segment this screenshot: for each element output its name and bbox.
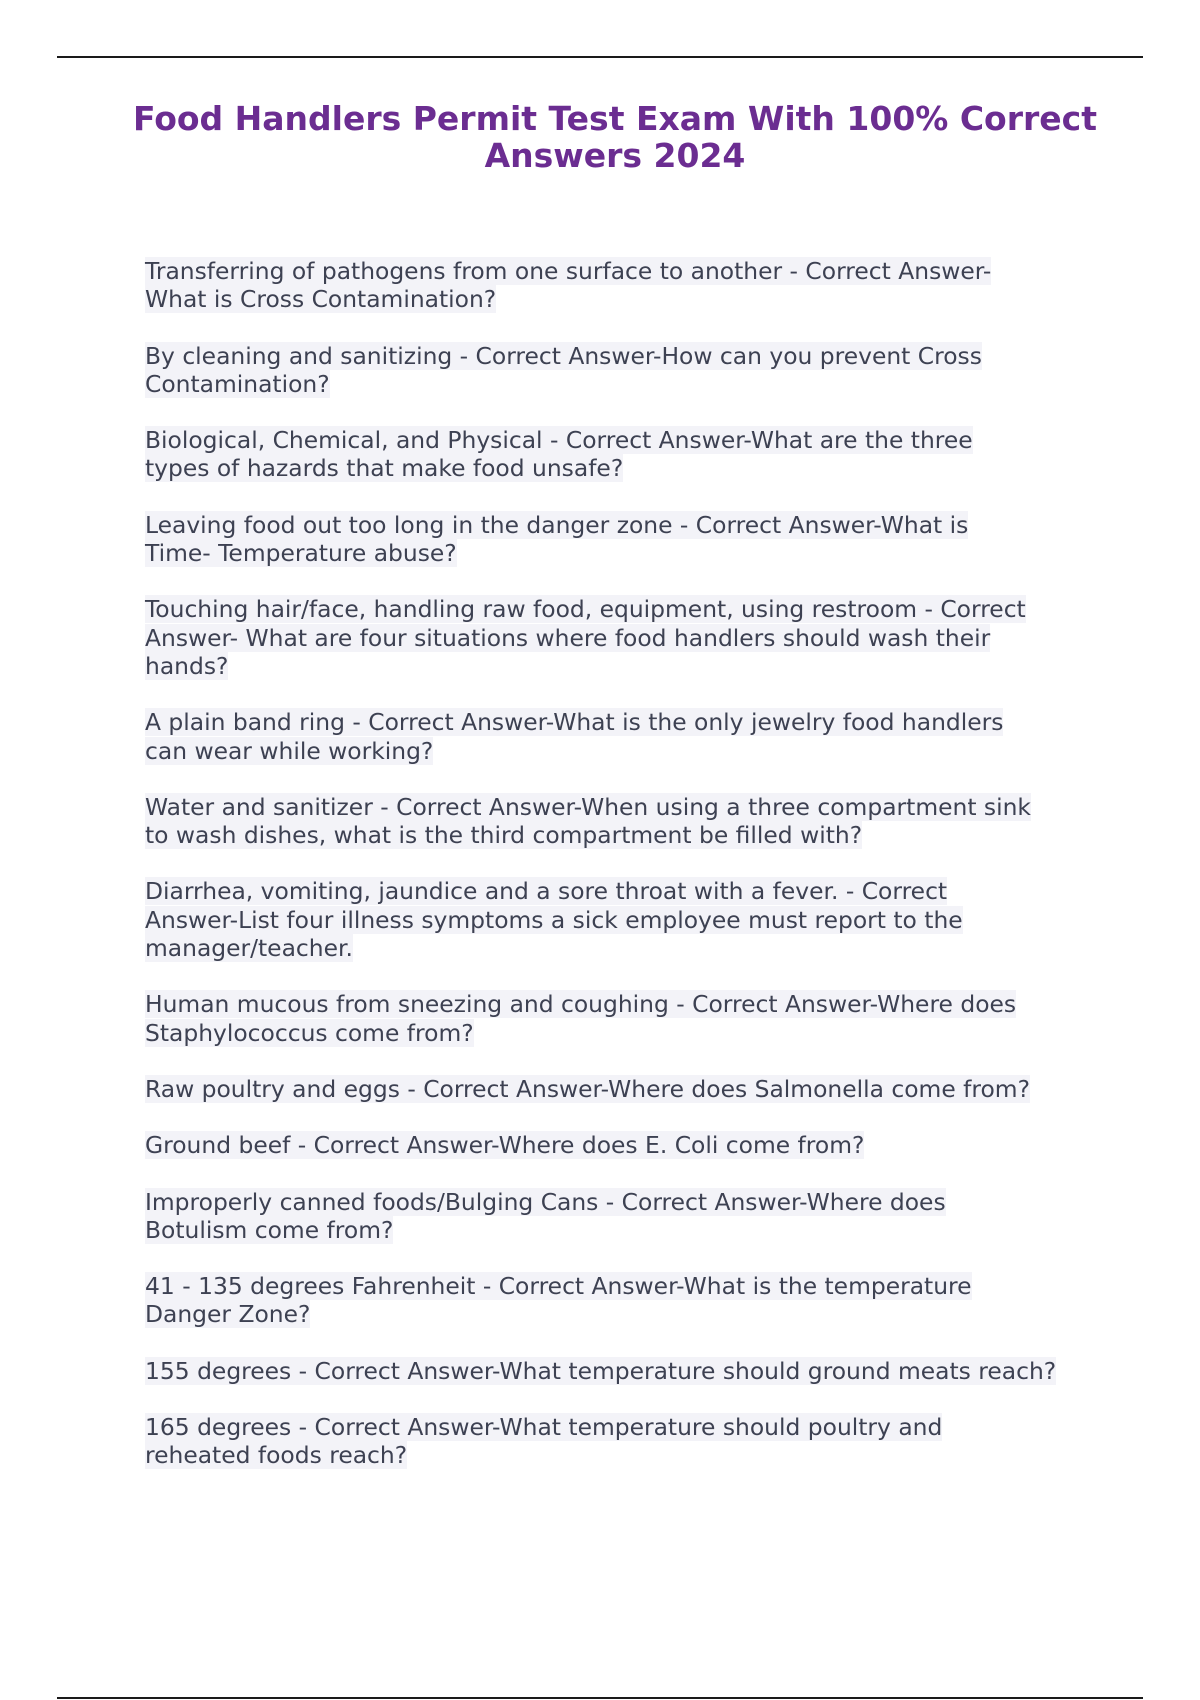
qa-text: Time- Temperature abuse? <box>145 539 457 568</box>
qa-text: Water and sanitizer - Correct Answer-When using a three compartment sink <box>145 792 1031 821</box>
qa-line <box>145 285 1105 313</box>
qa-text: Leaving food out too long in the danger zone - Correct Answer-What is <box>145 510 969 539</box>
qa-item-cross-contamination <box>145 257 1105 314</box>
qa-text: Staphylococcus come from? <box>145 1018 474 1047</box>
qa-text: Transferring of pathogens from one surface to another - Correct Answer- <box>145 257 992 285</box>
qa-line <box>145 426 1105 454</box>
qa-text: Diarrhea, vomiting, jaundice and a sore throat with a fever. - Correct <box>145 877 948 906</box>
qa-text: 41 - 135 degrees Fahrenheit - Correct Answer-What is the temperature <box>145 1272 972 1301</box>
qa-line <box>145 877 1105 905</box>
qa-item-hazard-types <box>145 426 1105 483</box>
qa-item-three-compartment-sink <box>145 793 1105 850</box>
qa-text: Contamination? <box>145 369 330 398</box>
qa-line <box>145 1131 1105 1159</box>
qa-text: hands? <box>145 651 229 680</box>
qa-item-salmonella <box>145 1075 1105 1103</box>
qa-text: 155 degrees - Correct Answer-What temperature should ground meats reach? <box>145 1356 1057 1385</box>
qa-item-ground-meat-temperature <box>145 1357 1105 1385</box>
qa-item-time-temperature-abuse <box>145 511 1105 568</box>
qa-text: What is Cross Contamination? <box>145 285 497 314</box>
qa-text: Answer- What are four situations where food handlers should wash their <box>145 623 991 652</box>
qa-line <box>145 1413 1105 1441</box>
qa-text: types of hazards that make food unsafe? <box>145 454 624 483</box>
qa-text: Biological, Chemical, and Physical - Correct Answer-What are the three <box>145 426 973 455</box>
qa-line <box>145 624 1105 652</box>
qa-line <box>145 539 1105 567</box>
qa-item-hand-washing <box>145 595 1105 680</box>
qa-line <box>145 1357 1105 1385</box>
qa-text: can wear while working? <box>145 736 434 765</box>
qa-line <box>145 737 1105 765</box>
qa-line <box>145 1216 1105 1244</box>
qa-line <box>145 1075 1105 1103</box>
qa-line <box>145 990 1105 1018</box>
qa-text: Improperly canned foods/Bulging Cans - Correct Answer-Where does <box>145 1187 946 1216</box>
qa-text: A plain band ring - Correct Answer-What is the only jewelry food handlers <box>145 708 1004 737</box>
qa-text: Ground beef - Correct Answer-Where does E. Coli come from? <box>145 1131 865 1160</box>
qa-item-poultry-temperature <box>145 1413 1105 1470</box>
qa-text: Botulism come from? <box>145 1215 394 1244</box>
qa-line <box>145 370 1105 398</box>
qa-line <box>145 1300 1105 1328</box>
qa-item-e-coli <box>145 1131 1105 1159</box>
qa-line <box>145 595 1105 623</box>
qa-item-jewelry <box>145 708 1105 765</box>
qa-line <box>145 511 1105 539</box>
qa-line <box>145 934 1105 962</box>
qa-item-botulism <box>145 1188 1105 1245</box>
bottom-rule <box>57 1697 1143 1699</box>
qa-text: reheated foods reach? <box>145 1441 408 1470</box>
title-line-1: Food Handlers Permit Test Exam With 100% Correct <box>132 99 1097 138</box>
qa-line <box>145 454 1105 482</box>
qa-line <box>145 1272 1105 1300</box>
qa-line <box>145 1441 1105 1469</box>
qa-line <box>145 793 1105 821</box>
qa-line <box>145 1188 1105 1216</box>
qa-line <box>145 342 1105 370</box>
qa-text: Raw poultry and eggs - Correct Answer-Where does Salmonella come from? <box>145 1074 1030 1103</box>
qa-text: manager/teacher. <box>145 934 353 963</box>
qa-text: By cleaning and sanitizing - Correct Answer-How can you prevent Cross <box>145 341 982 370</box>
document-title <box>130 100 1100 174</box>
top-rule <box>57 56 1143 58</box>
qa-text: Human mucous from sneezing and coughing - Correct Answer-Where does <box>145 990 1017 1019</box>
qa-item-danger-zone <box>145 1272 1105 1329</box>
qa-text: Answer-List four illness symptoms a sick employee must report to the <box>145 905 963 934</box>
qa-text: Touching hair/face, handling raw food, equipment, using restroom - Correct <box>145 595 1026 624</box>
qa-item-staphylococcus <box>145 990 1105 1047</box>
qa-text: to wash dishes, what is the third compartment be filled with? <box>145 821 863 850</box>
qa-line <box>145 652 1105 680</box>
qa-line <box>145 257 1105 285</box>
qa-text: Danger Zone? <box>145 1300 311 1329</box>
qa-list <box>145 257 1105 1498</box>
title-line-2: Answers 2024 <box>484 136 746 175</box>
qa-line <box>145 821 1105 849</box>
qa-line <box>145 1019 1105 1047</box>
qa-item-illness-symptoms <box>145 877 1105 962</box>
qa-line <box>145 906 1105 934</box>
qa-line <box>145 708 1105 736</box>
qa-item-prevent-cross-contamination <box>145 342 1105 399</box>
qa-text: 165 degrees - Correct Answer-What temperature should poultry and <box>145 1413 943 1442</box>
